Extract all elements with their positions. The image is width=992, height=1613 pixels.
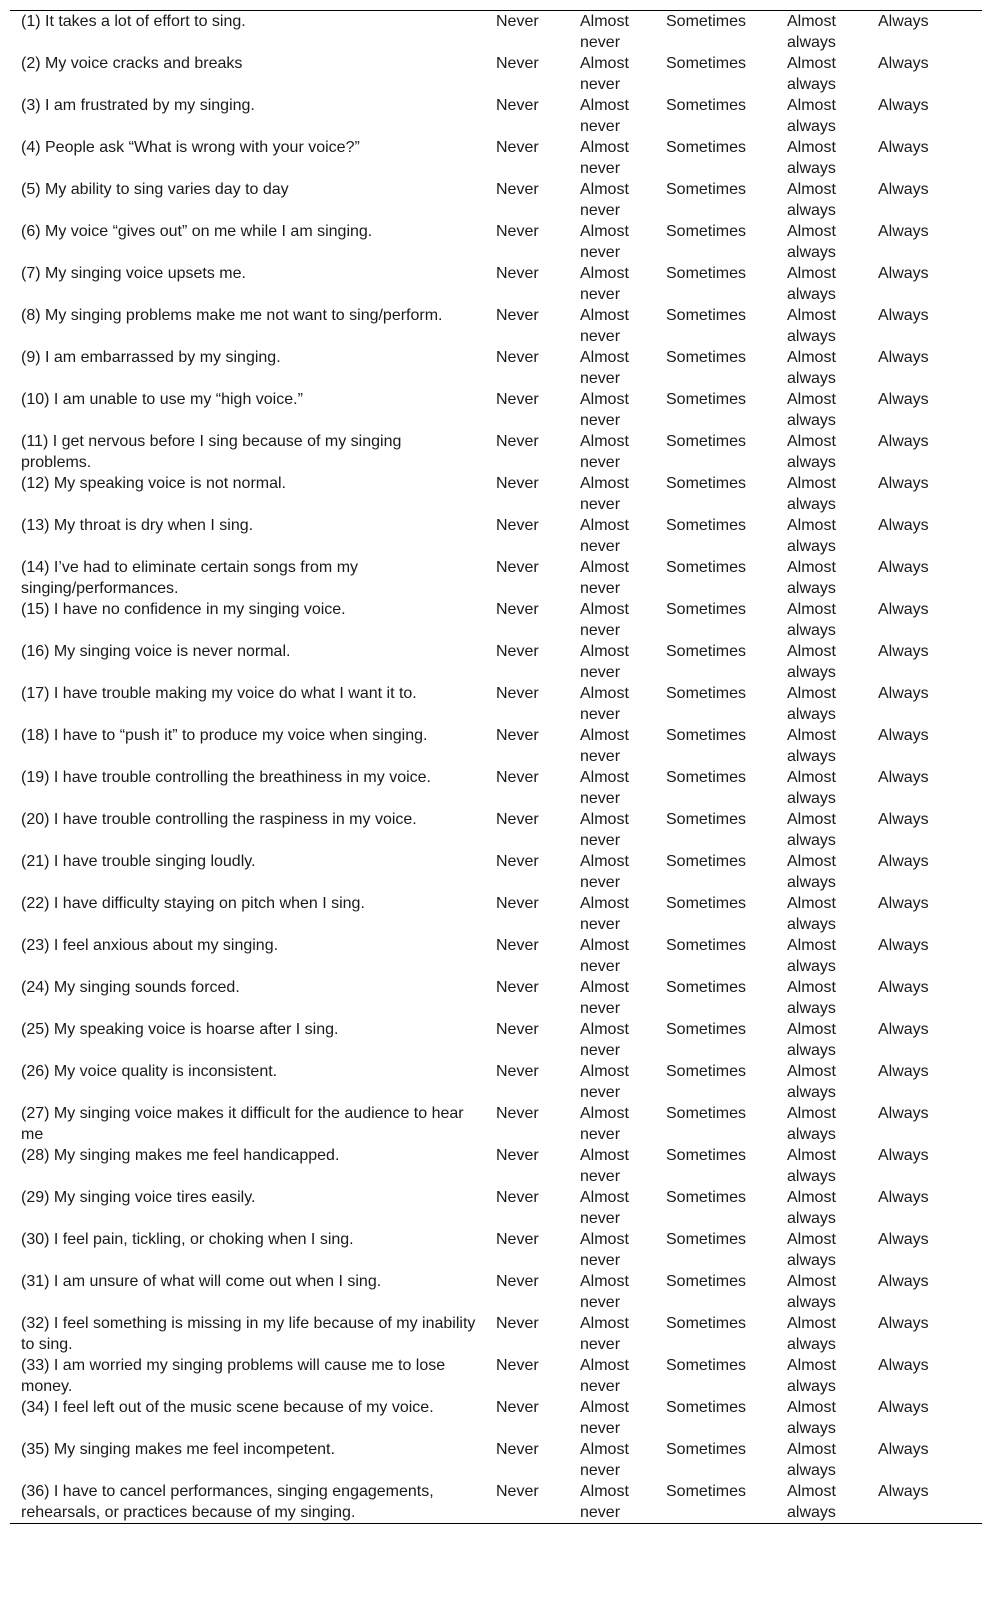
question-text: (27) My singing voice makes it difficult for the audience to hear me xyxy=(21,1105,464,1143)
question-text: (25) My speaking voice is hoarse after I sing. xyxy=(21,1021,339,1038)
option-always: Always xyxy=(878,1105,929,1122)
option-always: Always xyxy=(878,1231,929,1248)
table-row xyxy=(10,431,982,473)
question-text: (29) My singing voice tires easily. xyxy=(21,1189,256,1206)
option-sometimes: Sometimes xyxy=(666,517,747,534)
option-always: Always xyxy=(878,979,929,996)
option-almost-always: Almost always xyxy=(787,937,836,975)
option-almost-never: Almost never xyxy=(580,181,629,219)
table-row xyxy=(10,11,982,54)
option-never: Never xyxy=(496,811,539,828)
option-almost-always: Almost always xyxy=(787,1147,836,1185)
question-text: (10) I am unable to use my “high voice.” xyxy=(21,391,303,408)
option-always: Always xyxy=(878,1021,929,1038)
table-row xyxy=(10,977,982,1019)
table-row xyxy=(10,263,982,305)
option-almost-always: Almost always xyxy=(787,559,836,597)
option-never: Never xyxy=(496,685,539,702)
option-always: Always xyxy=(878,13,929,30)
table-row xyxy=(10,557,982,599)
option-almost-always: Almost always xyxy=(787,139,836,177)
option-sometimes: Sometimes xyxy=(666,1483,747,1500)
option-never: Never xyxy=(496,265,539,282)
option-never: Never xyxy=(496,1021,539,1038)
option-always: Always xyxy=(878,1441,929,1458)
question-text: (24) My singing sounds forced. xyxy=(21,979,240,996)
question-text: (36) I have to cancel performances, singing engagements, rehearsals, or practices because of my singing. xyxy=(21,1483,434,1521)
option-always: Always xyxy=(878,307,929,324)
option-almost-never: Almost never xyxy=(580,433,629,471)
table-row xyxy=(10,725,982,767)
question-text: (7) My singing voice upsets me. xyxy=(21,265,246,282)
option-never: Never xyxy=(496,97,539,114)
table-row xyxy=(10,935,982,977)
option-almost-always: Almost always xyxy=(787,13,836,51)
option-almost-always: Almost always xyxy=(787,1273,836,1311)
option-sometimes: Sometimes xyxy=(666,1357,747,1374)
question-text: (33) I am worried my singing problems will cause me to lose money. xyxy=(21,1357,446,1395)
table-row xyxy=(10,641,982,683)
question-text: (16) My singing voice is never normal. xyxy=(21,643,291,660)
option-never: Never xyxy=(496,769,539,786)
option-almost-never: Almost never xyxy=(580,1441,629,1479)
option-almost-never: Almost never xyxy=(580,727,629,765)
option-always: Always xyxy=(878,1273,929,1290)
option-sometimes: Sometimes xyxy=(666,1273,747,1290)
question-text: (1) It takes a lot of effort to sing. xyxy=(21,13,246,30)
table-row xyxy=(10,851,982,893)
table-row xyxy=(10,53,982,95)
option-almost-always: Almost always xyxy=(787,643,836,681)
option-always: Always xyxy=(878,475,929,492)
option-almost-never: Almost never xyxy=(580,1483,629,1521)
option-always: Always xyxy=(878,139,929,156)
question-text: (3) I am frustrated by my singing. xyxy=(21,97,255,114)
table-row xyxy=(10,347,982,389)
option-sometimes: Sometimes xyxy=(666,895,747,912)
option-almost-always: Almost always xyxy=(787,853,836,891)
option-almost-always: Almost always xyxy=(787,1357,836,1395)
option-sometimes: Sometimes xyxy=(666,811,747,828)
option-almost-never: Almost never xyxy=(580,601,629,639)
option-almost-always: Almost always xyxy=(787,1483,836,1521)
option-never: Never xyxy=(496,55,539,72)
option-almost-always: Almost always xyxy=(787,1021,836,1059)
table-row xyxy=(10,179,982,221)
question-text: (23) I feel anxious about my singing. xyxy=(21,937,279,954)
option-almost-always: Almost always xyxy=(787,97,836,135)
table-row xyxy=(10,1145,982,1187)
table-row xyxy=(10,1355,982,1397)
option-never: Never xyxy=(496,937,539,954)
option-almost-never: Almost never xyxy=(580,223,629,261)
option-always: Always xyxy=(878,685,929,702)
question-text: (31) I am unsure of what will come out when I sing. xyxy=(21,1273,382,1290)
option-never: Never xyxy=(496,1189,539,1206)
option-almost-never: Almost never xyxy=(580,349,629,387)
option-almost-never: Almost never xyxy=(580,265,629,303)
table-row xyxy=(10,1229,982,1271)
option-almost-always: Almost always xyxy=(787,769,836,807)
option-always: Always xyxy=(878,727,929,744)
option-sometimes: Sometimes xyxy=(666,1105,747,1122)
option-always: Always xyxy=(878,181,929,198)
option-almost-always: Almost always xyxy=(787,307,836,345)
option-never: Never xyxy=(496,1147,539,1164)
question-text: (18) I have to “push it” to produce my voice when singing. xyxy=(21,727,428,744)
option-sometimes: Sometimes xyxy=(666,349,747,366)
option-never: Never xyxy=(496,517,539,534)
table-row xyxy=(10,473,982,515)
option-almost-never: Almost never xyxy=(580,1315,629,1353)
table-row xyxy=(10,1019,982,1061)
option-almost-always: Almost always xyxy=(787,1105,836,1143)
option-almost-always: Almost always xyxy=(787,349,836,387)
option-always: Always xyxy=(878,853,929,870)
table-row xyxy=(10,1271,982,1313)
option-almost-never: Almost never xyxy=(580,1399,629,1437)
option-always: Always xyxy=(878,559,929,576)
table-row xyxy=(10,389,982,431)
option-almost-never: Almost never xyxy=(580,1231,629,1269)
option-sometimes: Sometimes xyxy=(666,601,747,618)
option-sometimes: Sometimes xyxy=(666,1231,747,1248)
table-row xyxy=(10,305,982,347)
question-text: (6) My voice “gives out” on me while I am singing. xyxy=(21,223,373,240)
option-sometimes: Sometimes xyxy=(666,265,747,282)
option-never: Never xyxy=(496,1315,539,1332)
option-almost-never: Almost never xyxy=(580,769,629,807)
option-never: Never xyxy=(496,307,539,324)
question-text: (9) I am embarrassed by my singing. xyxy=(21,349,281,366)
option-almost-never: Almost never xyxy=(580,811,629,849)
option-almost-never: Almost never xyxy=(580,937,629,975)
question-text: (14) I’ve had to eliminate certain songs from my singing/performances. xyxy=(21,559,359,597)
option-never: Never xyxy=(496,13,539,30)
option-always: Always xyxy=(878,55,929,72)
option-almost-always: Almost always xyxy=(787,517,836,555)
option-always: Always xyxy=(878,391,929,408)
table-row xyxy=(10,809,982,851)
option-always: Always xyxy=(878,895,929,912)
option-sometimes: Sometimes xyxy=(666,1021,747,1038)
option-almost-never: Almost never xyxy=(580,559,629,597)
question-text: (35) My singing makes me feel incompetent. xyxy=(21,1441,335,1458)
option-never: Never xyxy=(496,979,539,996)
table-row xyxy=(10,1103,982,1145)
option-almost-always: Almost always xyxy=(787,1315,836,1353)
option-sometimes: Sometimes xyxy=(666,685,747,702)
option-almost-always: Almost always xyxy=(787,895,836,933)
option-almost-always: Almost always xyxy=(787,811,836,849)
question-text: (2) My voice cracks and breaks xyxy=(21,55,243,72)
option-almost-always: Almost always xyxy=(787,223,836,261)
option-almost-always: Almost always xyxy=(787,391,836,429)
question-text: (34) I feel left out of the music scene because of my voice. xyxy=(21,1399,434,1416)
table-row xyxy=(10,1061,982,1103)
table-row xyxy=(10,1439,982,1481)
question-text: (12) My speaking voice is not normal. xyxy=(21,475,286,492)
option-almost-always: Almost always xyxy=(787,1189,836,1227)
option-almost-always: Almost always xyxy=(787,1231,836,1269)
option-almost-never: Almost never xyxy=(580,517,629,555)
option-almost-never: Almost never xyxy=(580,1105,629,1143)
option-sometimes: Sometimes xyxy=(666,433,747,450)
table-row xyxy=(10,599,982,641)
option-never: Never xyxy=(496,1105,539,1122)
singing-voice-handicap-table xyxy=(10,10,982,1524)
option-sometimes: Sometimes xyxy=(666,937,747,954)
option-sometimes: Sometimes xyxy=(666,1399,747,1416)
option-almost-never: Almost never xyxy=(580,1063,629,1101)
option-almost-never: Almost never xyxy=(580,1273,629,1311)
table-row xyxy=(10,95,982,137)
option-almost-always: Almost always xyxy=(787,181,836,219)
option-sometimes: Sometimes xyxy=(666,391,747,408)
option-almost-never: Almost never xyxy=(580,1189,629,1227)
option-always: Always xyxy=(878,97,929,114)
question-text: (28) My singing makes me feel handicapped. xyxy=(21,1147,340,1164)
option-sometimes: Sometimes xyxy=(666,223,747,240)
question-text: (17) I have trouble making my voice do what I want it to. xyxy=(21,685,417,702)
option-never: Never xyxy=(496,1357,539,1374)
table-row xyxy=(10,515,982,557)
question-text: (21) I have trouble singing loudly. xyxy=(21,853,256,870)
option-almost-never: Almost never xyxy=(580,97,629,135)
option-almost-always: Almost always xyxy=(787,433,836,471)
question-text: (15) I have no confidence in my singing voice. xyxy=(21,601,346,618)
option-always: Always xyxy=(878,937,929,954)
option-almost-never: Almost never xyxy=(580,853,629,891)
option-almost-always: Almost always xyxy=(787,1441,836,1479)
option-never: Never xyxy=(496,1273,539,1290)
option-sometimes: Sometimes xyxy=(666,13,747,30)
option-always: Always xyxy=(878,517,929,534)
option-sometimes: Sometimes xyxy=(666,559,747,576)
option-never: Never xyxy=(496,475,539,492)
question-text: (5) My ability to sing varies day to day xyxy=(21,181,289,198)
table-row xyxy=(10,137,982,179)
option-almost-always: Almost always xyxy=(787,685,836,723)
option-sometimes: Sometimes xyxy=(666,1063,747,1080)
option-never: Never xyxy=(496,727,539,744)
option-always: Always xyxy=(878,349,929,366)
option-almost-never: Almost never xyxy=(580,13,629,51)
option-always: Always xyxy=(878,1357,929,1374)
option-always: Always xyxy=(878,1063,929,1080)
option-almost-never: Almost never xyxy=(580,307,629,345)
option-always: Always xyxy=(878,223,929,240)
question-text: (8) My singing problems make me not want to sing/perform. xyxy=(21,307,443,324)
option-sometimes: Sometimes xyxy=(666,55,747,72)
option-sometimes: Sometimes xyxy=(666,853,747,870)
question-text: (32) I feel something is missing in my life because of my inability to sing. xyxy=(21,1315,476,1353)
option-almost-never: Almost never xyxy=(580,895,629,933)
option-sometimes: Sometimes xyxy=(666,307,747,324)
option-almost-always: Almost always xyxy=(787,727,836,765)
option-always: Always xyxy=(878,601,929,618)
question-text: (26) My voice quality is inconsistent. xyxy=(21,1063,278,1080)
option-almost-always: Almost always xyxy=(787,601,836,639)
option-always: Always xyxy=(878,1399,929,1416)
table-row xyxy=(10,767,982,809)
table-row xyxy=(10,1397,982,1439)
option-always: Always xyxy=(878,811,929,828)
option-almost-always: Almost always xyxy=(787,1399,836,1437)
option-almost-never: Almost never xyxy=(580,1147,629,1185)
option-always: Always xyxy=(878,1315,929,1332)
option-sometimes: Sometimes xyxy=(666,1189,747,1206)
option-never: Never xyxy=(496,223,539,240)
question-text: (4) People ask “What is wrong with your voice?” xyxy=(21,139,360,156)
option-sometimes: Sometimes xyxy=(666,1147,747,1164)
table-row xyxy=(10,1313,982,1355)
option-almost-never: Almost never xyxy=(580,643,629,681)
option-sometimes: Sometimes xyxy=(666,97,747,114)
option-never: Never xyxy=(496,349,539,366)
option-always: Always xyxy=(878,1189,929,1206)
option-sometimes: Sometimes xyxy=(666,139,747,156)
option-never: Never xyxy=(496,139,539,156)
option-almost-always: Almost always xyxy=(787,55,836,93)
option-never: Never xyxy=(496,181,539,198)
question-text: (30) I feel pain, tickling, or choking when I sing. xyxy=(21,1231,354,1248)
option-sometimes: Sometimes xyxy=(666,643,747,660)
option-never: Never xyxy=(496,1483,539,1500)
table-row xyxy=(10,893,982,935)
option-almost-always: Almost always xyxy=(787,1063,836,1101)
option-never: Never xyxy=(496,1231,539,1248)
option-almost-never: Almost never xyxy=(580,391,629,429)
question-text: (11) I get nervous before I sing because of my singing problems. xyxy=(21,433,402,471)
option-almost-always: Almost always xyxy=(787,979,836,1017)
table-row xyxy=(10,1481,982,1524)
option-never: Never xyxy=(496,1399,539,1416)
option-never: Never xyxy=(496,601,539,618)
option-almost-never: Almost never xyxy=(580,685,629,723)
option-never: Never xyxy=(496,433,539,450)
option-never: Never xyxy=(496,853,539,870)
option-always: Always xyxy=(878,1483,929,1500)
option-never: Never xyxy=(496,1063,539,1080)
table-row xyxy=(10,1187,982,1229)
option-never: Never xyxy=(496,643,539,660)
option-sometimes: Sometimes xyxy=(666,475,747,492)
question-text: (22) I have difficulty staying on pitch when I sing. xyxy=(21,895,365,912)
option-almost-never: Almost never xyxy=(580,139,629,177)
option-always: Always xyxy=(878,433,929,450)
option-almost-never: Almost never xyxy=(580,55,629,93)
option-almost-never: Almost never xyxy=(580,1021,629,1059)
option-always: Always xyxy=(878,265,929,282)
option-sometimes: Sometimes xyxy=(666,1441,747,1458)
question-text: (19) I have trouble controlling the breathiness in my voice. xyxy=(21,769,431,786)
option-almost-never: Almost never xyxy=(580,475,629,513)
option-sometimes: Sometimes xyxy=(666,979,747,996)
option-always: Always xyxy=(878,769,929,786)
option-sometimes: Sometimes xyxy=(666,727,747,744)
option-almost-never: Almost never xyxy=(580,1357,629,1395)
option-never: Never xyxy=(496,1441,539,1458)
option-sometimes: Sometimes xyxy=(666,769,747,786)
table-row xyxy=(10,221,982,263)
option-never: Never xyxy=(496,391,539,408)
option-almost-always: Almost always xyxy=(787,475,836,513)
option-sometimes: Sometimes xyxy=(666,1315,747,1332)
table-row xyxy=(10,683,982,725)
option-almost-always: Almost always xyxy=(787,265,836,303)
question-text: (20) I have trouble controlling the raspiness in my voice. xyxy=(21,811,417,828)
table-body xyxy=(10,11,982,1524)
option-always: Always xyxy=(878,1147,929,1164)
option-almost-never: Almost never xyxy=(580,979,629,1017)
option-never: Never xyxy=(496,559,539,576)
option-never: Never xyxy=(496,895,539,912)
question-text: (13) My throat is dry when I sing. xyxy=(21,517,254,534)
option-always: Always xyxy=(878,643,929,660)
option-sometimes: Sometimes xyxy=(666,181,747,198)
